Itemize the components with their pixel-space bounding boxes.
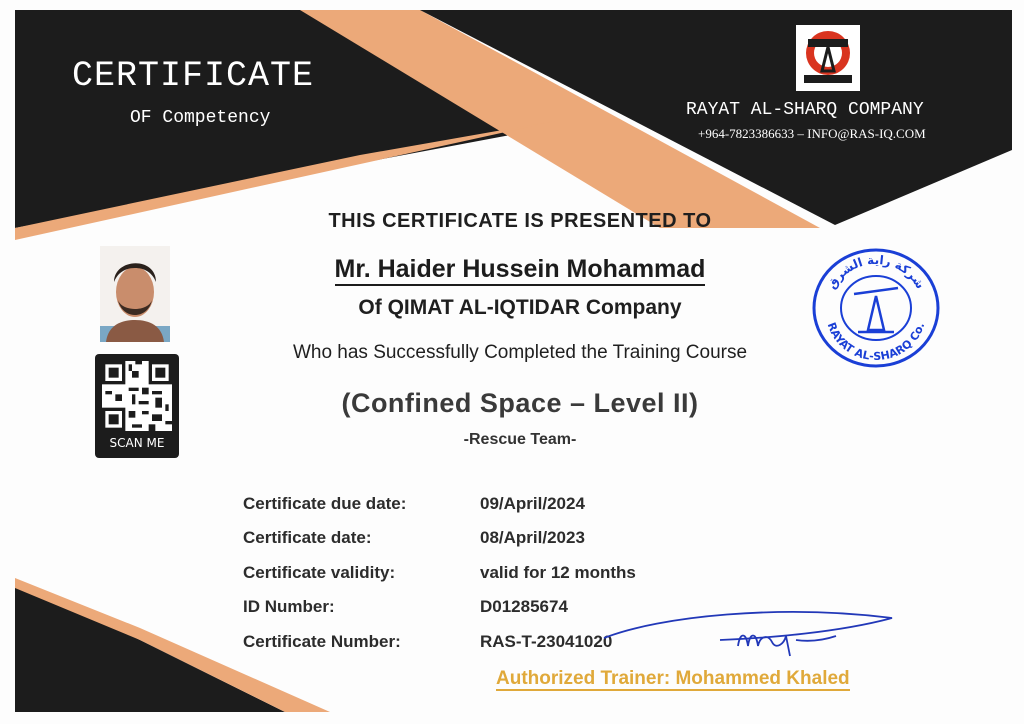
company-contact: +964-7823386633 – INFO@RAS-IQ.COM [698,126,926,141]
recipient-photo [100,246,170,342]
id-number-value: D01285674 [480,597,568,616]
validity-label: Certificate validity: [243,563,396,582]
id-number-label: ID Number: [243,597,335,616]
seal-bottom-text: RAYAT AL-SHARQ Co. [824,320,928,364]
due-date-value: 09/April/2024 [480,494,585,513]
course-subtitle: -Rescue Team- [463,431,577,448]
seal-top-text: شركة راية الشرق [824,252,928,292]
company-seal-stamp [808,242,944,372]
qr-scan-label: SCAN ME [109,436,165,450]
qr-code-icon [102,361,172,431]
certificate-title: CERTIFICATE [72,56,315,96]
oil-pump-gear-logo-icon [796,25,860,91]
due-date-label: Certificate due date: [243,494,407,513]
validity-value: valid for 12 months [480,563,636,582]
certificate-date-label: Certificate date: [243,528,372,547]
completion-statement: Who has Successfully Completed the Training Course [292,342,748,363]
recipient-name-text: Mr. Haider Hussein Mohammad [335,255,706,286]
certificate-number-value: RAS-T-23041020 [480,632,613,651]
certificate-subtitle: OF Competency [130,108,271,128]
authorized-trainer-text: Authorized Trainer: Mohammed Khaled [496,668,850,689]
qr-code-card[interactable] [95,354,179,458]
certificate-number-label: Certificate Number: [243,632,401,651]
presented-to-heading: THIS CERTIFICATE IS PRESENTED TO [328,210,712,232]
authorized-trainer [496,668,850,690]
svg-text:شركة راية الشرق [824,253,927,291]
recipient-name [230,255,810,284]
company-name: RAYAT AL-SHARQ COMPANY [686,100,924,120]
certificate-date-value: 08/April/2023 [480,528,585,547]
recipient-organization: Of QIMAT AL-IQTIDAR Company [358,296,682,319]
course-title: (Confined Space – Level II) [341,388,699,418]
trainer-signature [600,596,900,666]
